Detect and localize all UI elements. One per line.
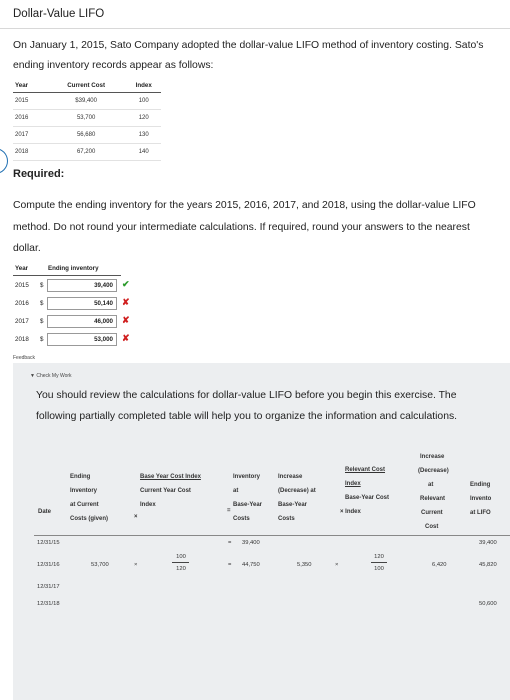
ws-header-cur-4: Relevant (420, 496, 446, 502)
record-cost: 56,680 (46, 126, 127, 143)
currency-symbol: $ (40, 336, 44, 343)
ws-cur: 6,420 (432, 562, 447, 568)
ws-header-base-index-1: Base Year Cost Index (140, 474, 201, 480)
record-cost: $39,400 (46, 92, 127, 109)
record-cost: 67,200 (46, 143, 127, 160)
ws-header-cur-5: Current (421, 510, 443, 516)
ws-header-lifo-3: at LIFO (470, 510, 491, 516)
ws-date: 12/31/16 (37, 562, 60, 568)
ws-header-base-index-3: Index (140, 502, 156, 508)
record-index: 140 (126, 143, 161, 160)
record-year: 2018 (13, 143, 46, 160)
ws-header-incr-3: Base-Year (278, 502, 308, 508)
ws-lifo: 39,400 (479, 540, 497, 546)
answer-row-2016 (13, 295, 133, 313)
ws-header-incr-1: Increase (278, 474, 303, 480)
ws-rel-line (371, 562, 387, 563)
ws-header-cur-1: Increase (420, 454, 445, 460)
ws-header-ending-3: at Current (70, 502, 99, 508)
ws-header-lifo-2: Invento (470, 496, 492, 502)
ws-date: 12/31/17 (37, 584, 60, 590)
answer-year: 2017 (15, 318, 29, 325)
currency-symbol: $ (40, 300, 44, 307)
ending-inventory-input-2015[interactable]: 39,400 (47, 279, 117, 292)
ws-header-lifo-1: Ending (470, 482, 491, 488)
required-label: Required: (13, 168, 65, 180)
ws-header-cur-2: (Decrease) (418, 468, 449, 474)
ws-frac-line (172, 562, 189, 563)
ws-header-ending-2: Inventory (70, 488, 98, 494)
feedback-label: Feedback (13, 355, 35, 361)
currency-symbol: $ (40, 318, 44, 325)
ws-header-base-index-2: Current Year Cost (140, 488, 191, 494)
ws-equals: = (228, 540, 232, 546)
col-header-index: Index (126, 80, 161, 92)
ws-header-inv-1: Inventory (233, 474, 261, 480)
ws-header-cur-3: at (428, 482, 434, 488)
required-text: Compute the ending inventory for the years 2015, 2016, 2017, and 2018, using the dollar-value LIFO method. Do not round your intermediate calculations. If required, round your answers to the nearest dollar. (13, 200, 476, 254)
ws-header-rel-1: Relevant Cost (345, 467, 386, 473)
ws-rel-den: 100 (374, 566, 384, 572)
table-row (13, 126, 161, 143)
ws-header-equals: = (227, 508, 231, 514)
answer-year: 2015 (15, 282, 29, 289)
ws-equals: = (228, 562, 232, 568)
incorrect-x-icon: ✘ (122, 333, 130, 343)
record-year: 2015 (13, 92, 46, 109)
feedback-text: You should review the calculations for dollar-value LIFO before you begin this exercise. The following partially completed table will help you to organize the information and calculations. (36, 390, 458, 422)
ws-header-rel-4: × Index (340, 509, 361, 515)
ws-header-inv-3: Base-Year (233, 502, 263, 508)
ws-header-incr-2: (Decrease) at (278, 488, 316, 494)
ws-header-inv-2: at (233, 488, 239, 494)
record-index: 130 (126, 126, 161, 143)
incorrect-x-icon: ✘ (122, 315, 130, 325)
answer-year: 2016 (15, 300, 29, 307)
table-row (13, 143, 161, 160)
ws-inv-base: 44,750 (242, 562, 260, 568)
answer-year: 2018 (15, 336, 29, 343)
ws-inv-base: 39,400 (242, 540, 260, 546)
ws-header-rule (34, 535, 510, 536)
record-index: 100 (126, 92, 161, 109)
record-year: 2017 (13, 126, 46, 143)
ws-date: 12/31/15 (37, 540, 60, 546)
ws-frac-num: 100 (176, 554, 186, 560)
intro-text: On January 1, 2015, Sato Company adopted the dollar-value LIFO method of inventory costing. Sato's ending inventory records appear as follows: (13, 40, 484, 71)
answer-row-2015 (13, 277, 133, 295)
ws-header-incr-4: Costs (278, 516, 295, 522)
currency-symbol: $ (40, 282, 44, 289)
record-index: 120 (126, 109, 161, 126)
page-title: Dollar-Value LIFO (13, 8, 105, 20)
ending-inventory-input-2017[interactable]: 46,000 (47, 315, 117, 328)
question-marker-icon (0, 148, 8, 174)
table-row (13, 109, 161, 126)
answer-header-rule (13, 275, 121, 276)
ws-header-cur-6: Cost (425, 524, 439, 530)
ws-header-rel-2: Index (345, 481, 361, 487)
ws-header-ending-1: Ending (70, 474, 91, 480)
ws-lifo: 50,600 (479, 601, 497, 607)
record-cost: 53,700 (46, 109, 127, 126)
ending-inventory-input-2018[interactable]: 53,000 (47, 333, 117, 346)
correct-check-icon: ✔ (122, 279, 130, 289)
table-row (13, 92, 161, 109)
answer-header-inventory: Ending inventory (48, 265, 99, 272)
ws-rel-num: 120 (374, 554, 384, 560)
ws-header-rel-3: Base-Year Cost (345, 495, 390, 501)
title-divider (0, 28, 510, 29)
ws-header-times: × (134, 514, 138, 520)
ws-header-ending-4: Costs (given) (70, 516, 109, 522)
col-header-year: Year (13, 80, 46, 92)
ws-times: × (335, 562, 339, 568)
ws-header-inv-4: Costs (233, 516, 250, 522)
answer-row-2017 (13, 313, 133, 331)
ws-header-date: Date (38, 509, 52, 515)
ws-times: × (134, 562, 138, 568)
ending-inventory-input-2016[interactable]: 50,140 (47, 297, 117, 310)
check-my-work-toggle[interactable]: ▼ Check My Work (30, 373, 72, 379)
ws-frac-den: 120 (176, 566, 186, 572)
ws-ending: 53,700 (91, 562, 109, 568)
record-year: 2016 (13, 109, 46, 126)
answer-row-2018 (13, 331, 133, 349)
ws-date: 12/31/18 (37, 601, 60, 607)
inventory-records-table (13, 80, 161, 161)
incorrect-x-icon: ✘ (122, 297, 130, 307)
ws-lifo: 45,820 (479, 562, 497, 568)
ws-incr: 5,350 (297, 562, 312, 568)
answer-header-year: Year (15, 265, 29, 272)
col-header-current-cost: Current Cost (46, 80, 127, 92)
